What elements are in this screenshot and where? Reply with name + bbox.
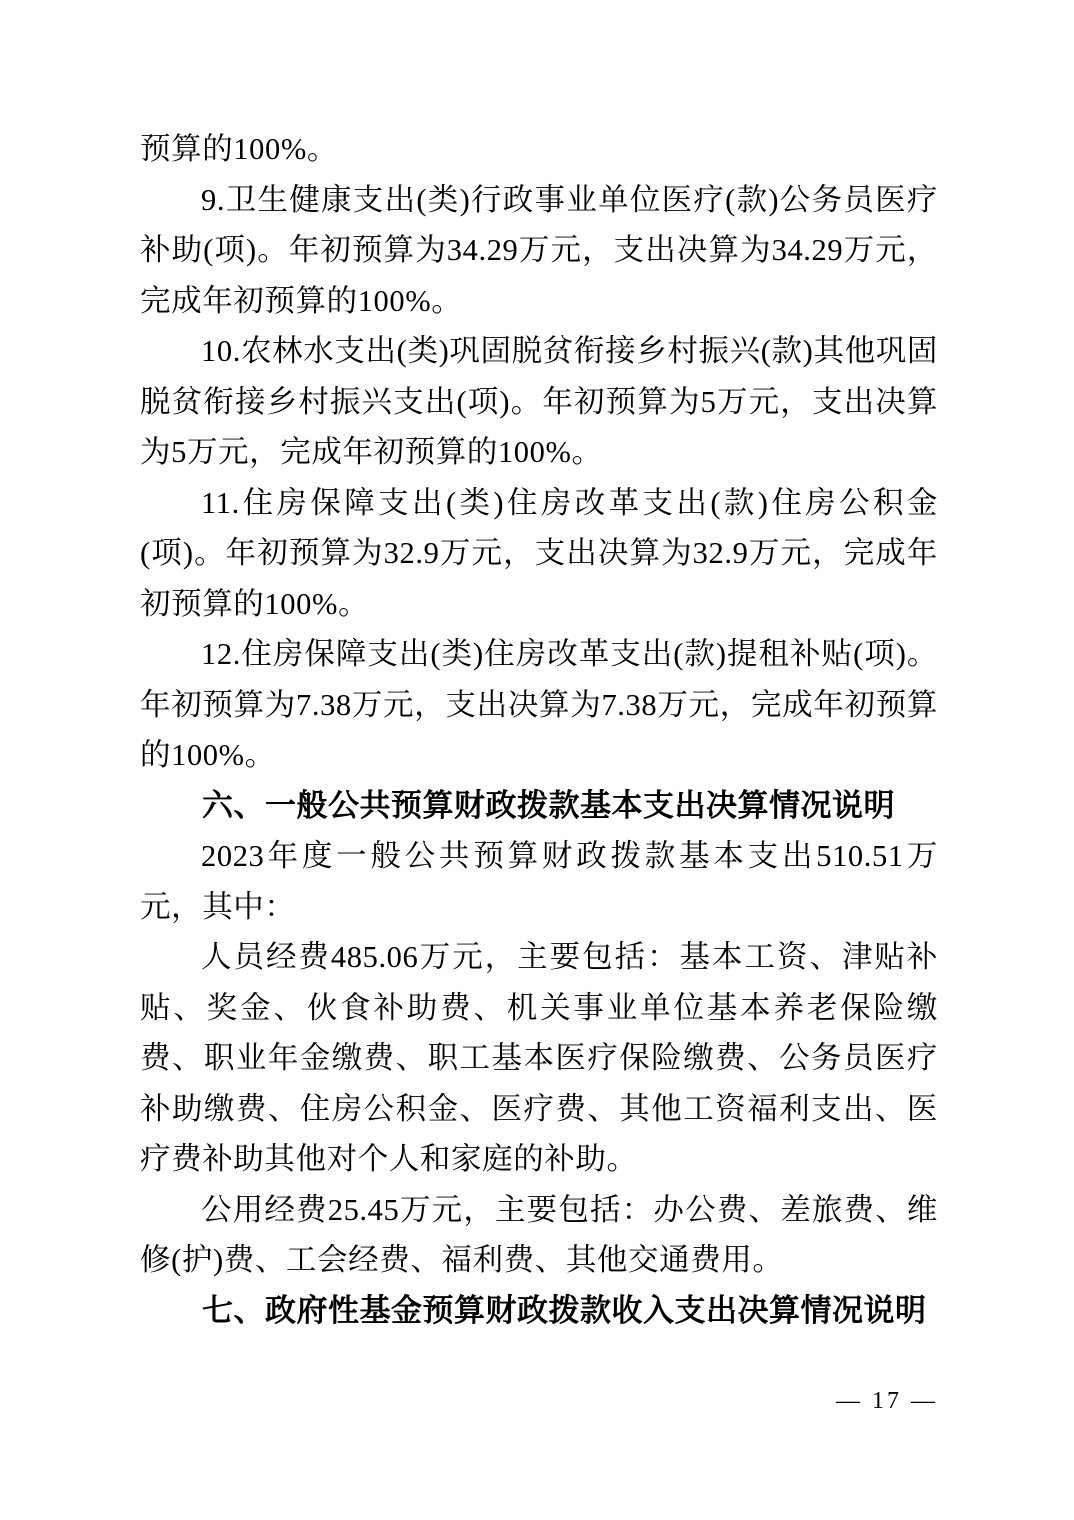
paragraph-item-12: 12.住房保障支出(类)住房改革支出(款)提租补贴(项)。年初预算为7.38万元，支出决算为7.38万元，完成年初预算的100%。 <box>140 637 938 772</box>
paragraph-basic-expenditure-total: 2023年度一般公共预算财政拨款基本支出510.51万元，其中： <box>140 839 938 924</box>
section-heading-6: 六、一般公共预算财政拨款基本支出决算情况说明 <box>202 787 895 823</box>
paragraph-continuation: 预算的100%。 <box>140 132 338 166</box>
page-number: — 17 — <box>836 1388 938 1414</box>
paragraph-public-funds: 公用经费25.45万元，主要包括：办公费、差旅费、维修(护)费、工会经费、福利费、其他交通费用。 <box>140 1192 938 1277</box>
document-body <box>140 124 938 1336</box>
paragraph-item-10: 10.农林水支出(类)巩固脱贫衔接乡村振兴(款)其他巩固脱贫衔接乡村振兴支出(项)。年初预算为5万元，支出决算为5万元，完成年初预算的100%。 <box>140 334 938 469</box>
paragraph-personnel-funds: 人员经费485.06万元，主要包括：基本工资、津贴补贴、奖金、伙食补助费、机关事业单位基本养老保险缴费、职业年金缴费、职工基本医疗保险缴费、公务员医疗补助缴费、住房公积金、医疗费、其他工资福利支出、医疗费补助其他对个人和家庭的补助。 <box>140 940 938 1176</box>
paragraph-item-9: 9.卫生健康支出(类)行政事业单位医疗(款)公务员医疗补助(项)。年初预算为34.29万元，支出决算为34.29万元，完成年初预算的100%。 <box>140 182 938 318</box>
paragraph-item-11: 11.住房保障支出(类)住房改革支出(款)住房公积金(项)。年初预算为32.9万元，支出决算为32.9万元，完成年初预算的100%。 <box>140 485 938 621</box>
section-heading-7: 七、政府性基金预算财政拨款收入支出决算情况说明 <box>202 1292 927 1328</box>
